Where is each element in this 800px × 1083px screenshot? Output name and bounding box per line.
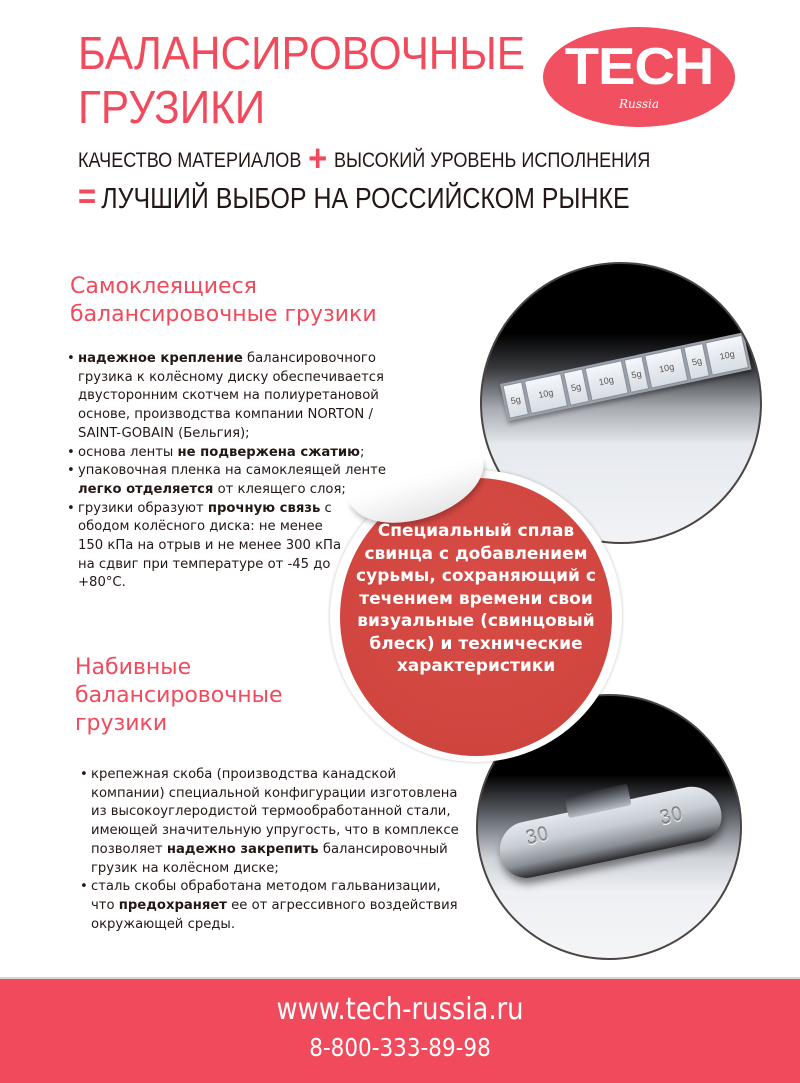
weight-cell: 5g [623,356,650,393]
bullet-bold: надежно закрепить [166,841,319,857]
callout-text: Специальный сплав свинца с добавлением сурьмы, сохраняющий с течением времени свои визуальные (свинцовый блеск) и технические характеристики [356,521,596,676]
weight-label: 30 [657,803,686,830]
bullet-text: ; [359,444,365,460]
bullet-bold: не подвержена сжатию [177,444,360,460]
equals-sign: = [78,175,97,216]
tech-russia-logo [543,27,735,127]
list-item [66,444,406,463]
bullet-text: балансировочного грузика к колёсному диску обеспечивается двусторонним скотчем на полиуретановой основе, производства компании NORTON / SAINT-GOBAIN (Бельгия); [78,351,384,441]
weight-strip [500,332,751,421]
bullet-text: упаковочная пленка на самоклеящей ленте [78,463,386,479]
footer-contact-bar [0,977,800,1083]
list-item [79,766,464,878]
title-line-2: ГРУЗИКИ [78,81,266,133]
section-self-adhesive-title [70,273,377,329]
section-title-line: грузики [75,711,168,736]
phone-number[interactable]: 8-800-333-89-98 [309,1033,491,1062]
bullet-text: сталь скобы обработана методом гальванизации, что [91,879,441,913]
section-title-line: Набивные [75,655,192,680]
list-item [66,350,406,444]
weight-label: 30 [523,823,552,850]
title-line-1: БАЛАНСИРОВОЧНЫЕ [78,27,526,79]
clip-on-features-list [79,766,464,934]
weight-cell: 10g [584,360,628,401]
bullet-bold: надежное крепление [78,351,243,366]
bullet-bold: предохраняет [118,897,227,913]
plus-sign: + [308,138,328,180]
weight-cell: 5g [502,381,529,418]
weight-cell: 5g [684,343,711,380]
weight-cell: 10g [524,373,568,414]
bullet-text: грузики образуют [78,500,208,516]
bullet-text: крепежная скоба (производства канадской компании) специальной конфигурации изготовлена из высокоуглеродистой термообработанной стали, имеющей значительную упругость, что в комплексе позволяет [91,767,459,857]
website-link[interactable]: www.tech-russia.ru [276,992,524,1027]
bullet-text: основа ленты [78,444,178,460]
bullet-bold: прочную связь [207,500,321,516]
section-clip-on-title [75,654,283,738]
list-item [66,462,406,499]
weight-cell: 10g [645,347,689,388]
bullet-text: с ободом колёсного диска: не менее 150 кПа на отрыв и не менее 300 кПа на сдвиг при температуре от -45 до +80°C. [78,500,342,591]
bullet-text: ее от агрессивного воздействия окружающей среды. [91,897,458,932]
slogan-part-1: КАЧЕСТВО МАТЕРИАЛОВ [78,149,302,172]
logo-main-text: TECH [564,38,714,96]
list-item [66,500,343,594]
weight-cell: 5g [563,369,590,406]
section-title-line: балансировочные грузики [70,302,377,327]
list-item [79,878,464,934]
page-title [78,26,525,134]
slogan-part-2: ВЫСОКИЙ УРОВЕНЬ ИСПОЛНЕНИЯ [333,149,651,172]
logo-sub-text: Russia [618,97,660,111]
slogan-result: ЛУЧШИЙ ВЫБОР НА РОССИЙСКОМ РЫНКЕ [101,183,630,215]
bullet-text: от клеящего слоя; [213,481,346,497]
bullet-text: балансировочный грузик на колёсном диске; [91,841,448,876]
weight-cell: 10g [705,335,749,376]
section-title-line: балансировочные [75,683,283,708]
section-title-line: Самоклеящиеся [70,274,257,299]
slogan-line-1 [78,138,651,180]
slogan-line-2 [78,175,630,217]
bullet-bold: легко отделяется [78,481,214,497]
